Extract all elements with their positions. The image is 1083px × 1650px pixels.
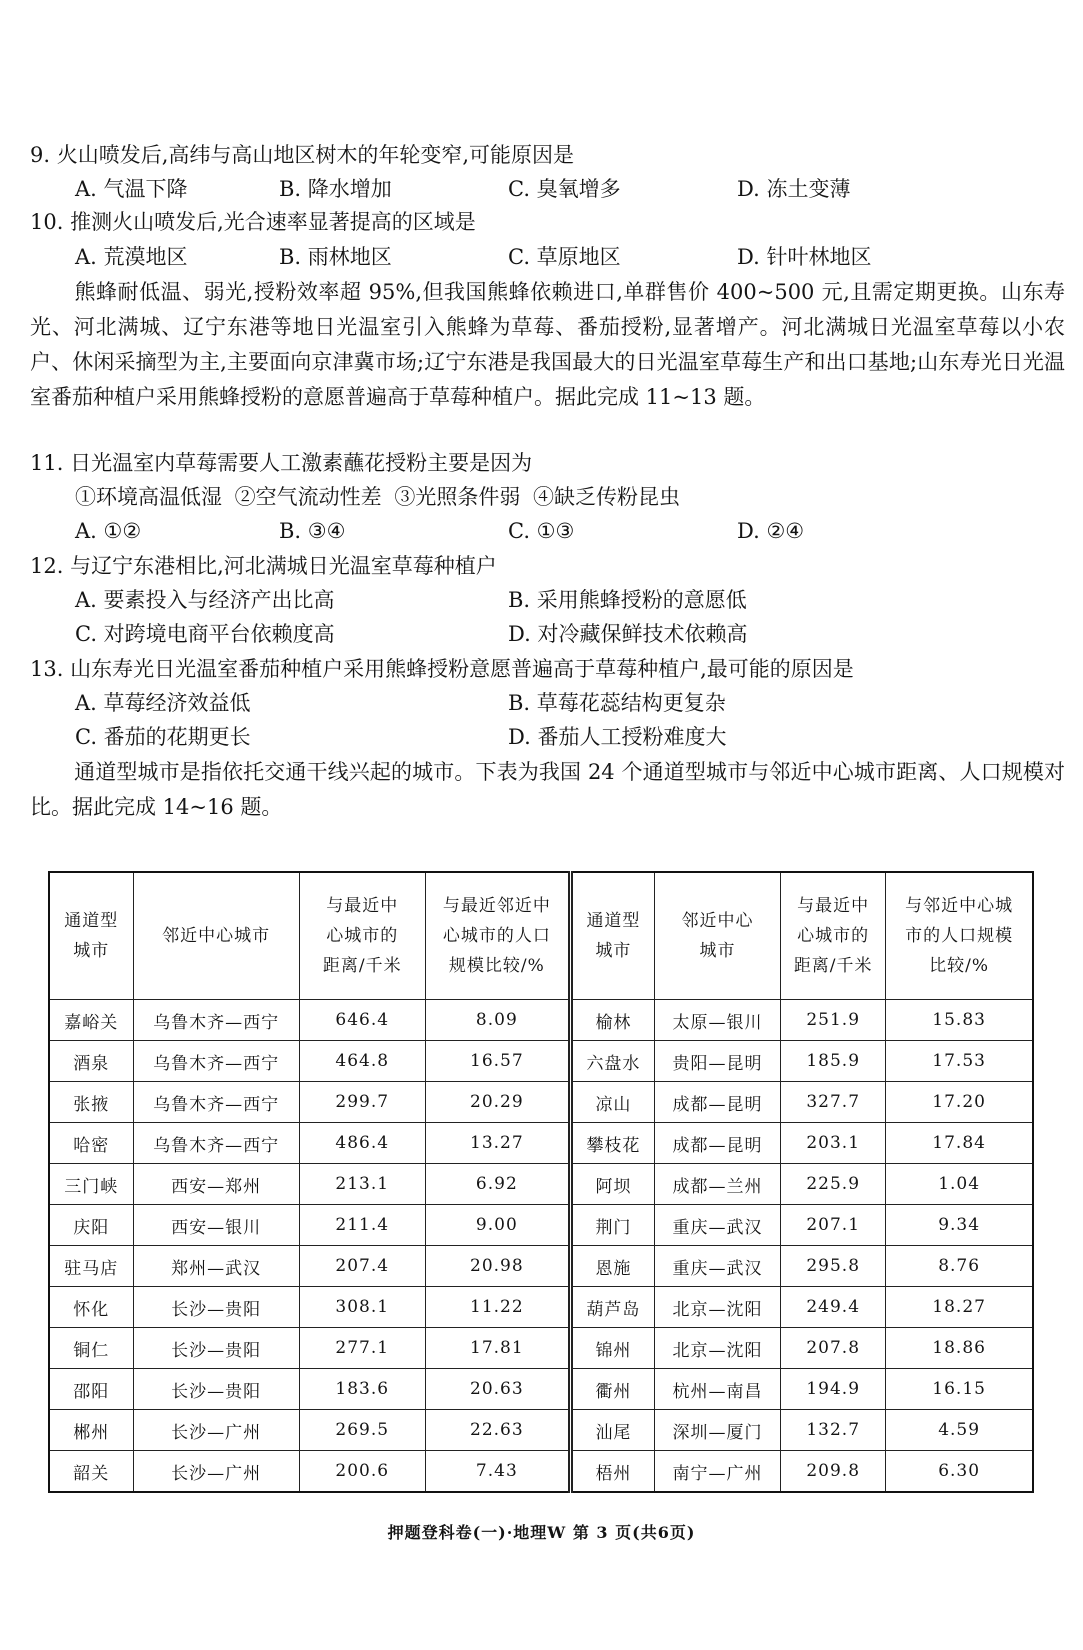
table-cell: 长沙—广州	[133, 1410, 299, 1451]
table-row	[49, 1123, 1033, 1164]
question-10-option-b: B. 雨林地区	[279, 245, 392, 269]
table-row	[49, 1041, 1033, 1082]
passage-corridor-cities	[30, 755, 1065, 825]
table-cell: 榆林	[570, 1000, 654, 1041]
question-9-option-b: B. 降水增加	[279, 177, 392, 201]
table-cell: 重庆—武汉	[654, 1205, 780, 1246]
table-cell: 嘉峪关	[49, 1000, 133, 1041]
question-10-option-d: D. 针叶林地区	[737, 245, 872, 269]
question-12-stem: 12. 与辽宁东港相比,河北满城日光温室草莓种植户	[30, 554, 497, 578]
table-cell: 哈密	[49, 1123, 133, 1164]
table-cell: 183.6	[299, 1369, 425, 1410]
table-cell: 194.9	[781, 1369, 886, 1410]
header-cell: 与邻近中心城 市的人口规模 比较/%	[886, 872, 1033, 1000]
table-cell: 西安—郑州	[133, 1164, 299, 1205]
passage-bumblebee-text: 熊蜂耐低温、弱光,授粉效率超 95%,但我国熊蜂依赖进口,单群售价 400~500 元,且需定期更换。山东寿光、河北满城、辽宁东港等地日光温室引入熊蜂为草莓、番茄授粉,显著增产。河北满城日光温室草莓以小农户、休闲采摘型为主,主要面向京津冀市场;辽宁东港是我国最大的日光温室草莓生产和出口基地;山东寿光日光温室番茄种植户采用熊蜂授粉的意愿普遍高于草莓种植户。据此完成 11~13 题。	[30, 280, 1065, 409]
table-row	[49, 1369, 1033, 1410]
table-row	[49, 1328, 1033, 1369]
question-11-option-b: B. ③④	[279, 519, 346, 543]
table-cell: 深圳—厦门	[654, 1410, 780, 1451]
table-cell: 张掖	[49, 1082, 133, 1123]
table-cell: 恩施	[570, 1246, 654, 1287]
table-row	[49, 1410, 1033, 1451]
table-cell: 9.00	[425, 1205, 570, 1246]
table-cell: 长沙—贵阳	[133, 1328, 299, 1369]
question-13-option-c: C. 番茄的花期更长	[75, 725, 251, 749]
table-cell: 成都—兰州	[654, 1164, 780, 1205]
table-row	[49, 1246, 1033, 1287]
table-cell: 16.57	[425, 1041, 570, 1082]
table-cell: 486.4	[299, 1123, 425, 1164]
table-cell: 18.27	[886, 1287, 1033, 1328]
table-cell: 酒泉	[49, 1041, 133, 1082]
table-cell: 299.7	[299, 1082, 425, 1123]
table-cell: 驻马店	[49, 1246, 133, 1287]
table-cell: 铜仁	[49, 1328, 133, 1369]
table-cell: 646.4	[299, 1000, 425, 1041]
table-cell: 郴州	[49, 1410, 133, 1451]
question-12-option-d: D. 对冷藏保鲜技术依赖高	[508, 622, 748, 646]
table-cell: 207.1	[781, 1205, 886, 1246]
table-cell: 成都—昆明	[654, 1082, 780, 1123]
table-cell: 长沙—广州	[133, 1451, 299, 1493]
table-cell: 杭州—南昌	[654, 1369, 780, 1410]
table-cell: 荆门	[570, 1205, 654, 1246]
table-cell: 梧州	[570, 1451, 654, 1493]
table-cell: 200.6	[299, 1451, 425, 1493]
passage-bumblebee	[30, 275, 1065, 415]
table-cell: 211.4	[299, 1205, 425, 1246]
question-12-option-c: C. 对跨境电商平台依赖度高	[75, 622, 335, 646]
question-11-option-d: D. ②④	[737, 519, 805, 543]
table-cell: 乌鲁木齐—西宁	[133, 1082, 299, 1123]
table-cell: 邵阳	[49, 1369, 133, 1410]
table-cell: 8.09	[425, 1000, 570, 1041]
question-13-option-a: A. 草莓经济效益低	[75, 691, 251, 715]
question-11-option-a: A. ①②	[75, 519, 142, 543]
table-body	[49, 1000, 1033, 1493]
table-cell: 重庆—武汉	[654, 1246, 780, 1287]
header-cell: 与最近中 心城市的 距离/千米	[781, 872, 886, 1000]
table-cell: 203.1	[781, 1123, 886, 1164]
table-cell: 锦州	[570, 1328, 654, 1369]
table-cell: 阿坝	[570, 1164, 654, 1205]
header-cell: 邻近中心城市	[133, 872, 299, 1000]
table-cell: 8.76	[886, 1246, 1033, 1287]
table-cell: 327.7	[781, 1082, 886, 1123]
table-row	[49, 1164, 1033, 1205]
table-cell: 13.27	[425, 1123, 570, 1164]
table-cell: 南宁—广州	[654, 1451, 780, 1493]
table-cell: 怀化	[49, 1287, 133, 1328]
question-11-items: ①环境高温低湿 ②空气流动性差 ③光照条件弱 ④缺乏传粉昆虫	[75, 485, 681, 509]
table-cell: 贵阳—昆明	[654, 1041, 780, 1082]
table-cell: 乌鲁木齐—西宁	[133, 1000, 299, 1041]
question-9-option-a: A. 气温下降	[75, 177, 188, 201]
table-cell: 成都—昆明	[654, 1123, 780, 1164]
table-cell: 15.83	[886, 1000, 1033, 1041]
header-cell: 通道型 城市	[49, 872, 133, 1000]
table-cell: 207.4	[299, 1246, 425, 1287]
question-9-option-c: C. 臭氧增多	[508, 177, 621, 201]
table-cell: 207.8	[781, 1328, 886, 1369]
table-cell: 乌鲁木齐—西宁	[133, 1123, 299, 1164]
table-cell: 277.1	[299, 1328, 425, 1369]
table-cell: 11.22	[425, 1287, 570, 1328]
question-13-option-b: B. 草莓花蕊结构更复杂	[508, 691, 726, 715]
table-header-row	[49, 872, 1033, 1000]
table-cell: 韶关	[49, 1451, 133, 1493]
header-cell: 与最近邻近中 心城市的人口 规模比较/%	[425, 872, 570, 1000]
table-cell: 长沙—贵阳	[133, 1287, 299, 1328]
question-10-option-c: C. 草原地区	[508, 245, 621, 269]
table-cell: 185.9	[781, 1041, 886, 1082]
table-cell: 251.9	[781, 1000, 886, 1041]
header-cell: 邻近中心 城市	[654, 872, 780, 1000]
table-cell: 郑州—武汉	[133, 1246, 299, 1287]
table-row	[49, 1451, 1033, 1493]
question-12-option-b: B. 采用熊蜂授粉的意愿低	[508, 588, 747, 612]
table-cell: 20.29	[425, 1082, 570, 1123]
table-cell: 北京—沈阳	[654, 1328, 780, 1369]
table-cell: 长沙—贵阳	[133, 1369, 299, 1410]
table-cell: 1.04	[886, 1164, 1033, 1205]
table-cell: 20.63	[425, 1369, 570, 1410]
header-cell: 通道型 城市	[570, 872, 654, 1000]
table-cell: 269.5	[299, 1410, 425, 1451]
table-cell: 295.8	[781, 1246, 886, 1287]
question-11-stem: 11. 日光温室内草莓需要人工激素蘸花授粉主要是因为	[30, 451, 533, 475]
table-cell: 凉山	[570, 1082, 654, 1123]
table-cell: 17.20	[886, 1082, 1033, 1123]
table-cell: 209.8	[781, 1451, 886, 1493]
table-cell: 7.43	[425, 1451, 570, 1493]
table-cell: 225.9	[781, 1164, 886, 1205]
table-cell: 22.63	[425, 1410, 570, 1451]
table-cell: 18.86	[886, 1328, 1033, 1369]
table-cell: 庆阳	[49, 1205, 133, 1246]
question-9-option-d: D. 冻土变薄	[737, 177, 851, 201]
page-footer: 押题登科卷(一)·地理W 第 3 页(共6页)	[387, 1523, 696, 1542]
table-cell: 213.1	[299, 1164, 425, 1205]
table-cell: 9.34	[886, 1205, 1033, 1246]
question-13-stem: 13. 山东寿光日光温室番茄种植户采用熊蜂授粉意愿普遍高于草莓种植户,最可能的原因是	[30, 657, 854, 681]
question-11-option-c: C. ①③	[508, 519, 575, 543]
table-cell: 攀枝花	[570, 1123, 654, 1164]
table-cell: 衢州	[570, 1369, 654, 1410]
table-cell: 249.4	[781, 1287, 886, 1328]
question-10-option-a: A. 荒漠地区	[75, 245, 188, 269]
table-cell: 北京—沈阳	[654, 1287, 780, 1328]
passage-corridor-cities-text: 通道型城市是指依托交通干线兴起的城市。下表为我国 24 个通道型城市与邻近中心城市距离、人口规模对比。据此完成 14~16 题。	[30, 760, 1065, 819]
table-cell: 西安—银川	[133, 1205, 299, 1246]
table-cell: 20.98	[425, 1246, 570, 1287]
table-cell: 464.8	[299, 1041, 425, 1082]
header-cell: 与最近中 心城市的 距离/千米	[299, 872, 425, 1000]
table-row	[49, 1205, 1033, 1246]
table-row	[49, 1000, 1033, 1041]
table-cell: 太原—银川	[654, 1000, 780, 1041]
table-cell: 6.92	[425, 1164, 570, 1205]
table-cell: 乌鲁木齐—西宁	[133, 1041, 299, 1082]
question-10-stem: 10. 推测火山喷发后,光合速率显著提高的区域是	[30, 210, 476, 234]
table-cell: 17.81	[425, 1328, 570, 1369]
corridor-city-table	[48, 871, 1034, 1493]
table-row	[49, 1082, 1033, 1123]
table-cell: 汕尾	[570, 1410, 654, 1451]
table-row	[49, 1287, 1033, 1328]
table-cell: 6.30	[886, 1451, 1033, 1493]
question-13-option-d: D. 番茄人工授粉难度大	[508, 725, 727, 749]
question-9-stem: 9. 火山喷发后,高纬与高山地区树木的年轮变窄,可能原因是	[30, 143, 575, 167]
table-cell: 六盘水	[570, 1041, 654, 1082]
table-cell: 16.15	[886, 1369, 1033, 1410]
table-cell: 132.7	[781, 1410, 886, 1451]
table-cell: 三门峡	[49, 1164, 133, 1205]
table-cell: 葫芦岛	[570, 1287, 654, 1328]
table-cell: 17.84	[886, 1123, 1033, 1164]
table-cell: 17.53	[886, 1041, 1033, 1082]
table-cell: 308.1	[299, 1287, 425, 1328]
question-12-option-a: A. 要素投入与经济产出比高	[75, 588, 335, 612]
table-cell: 4.59	[886, 1410, 1033, 1451]
